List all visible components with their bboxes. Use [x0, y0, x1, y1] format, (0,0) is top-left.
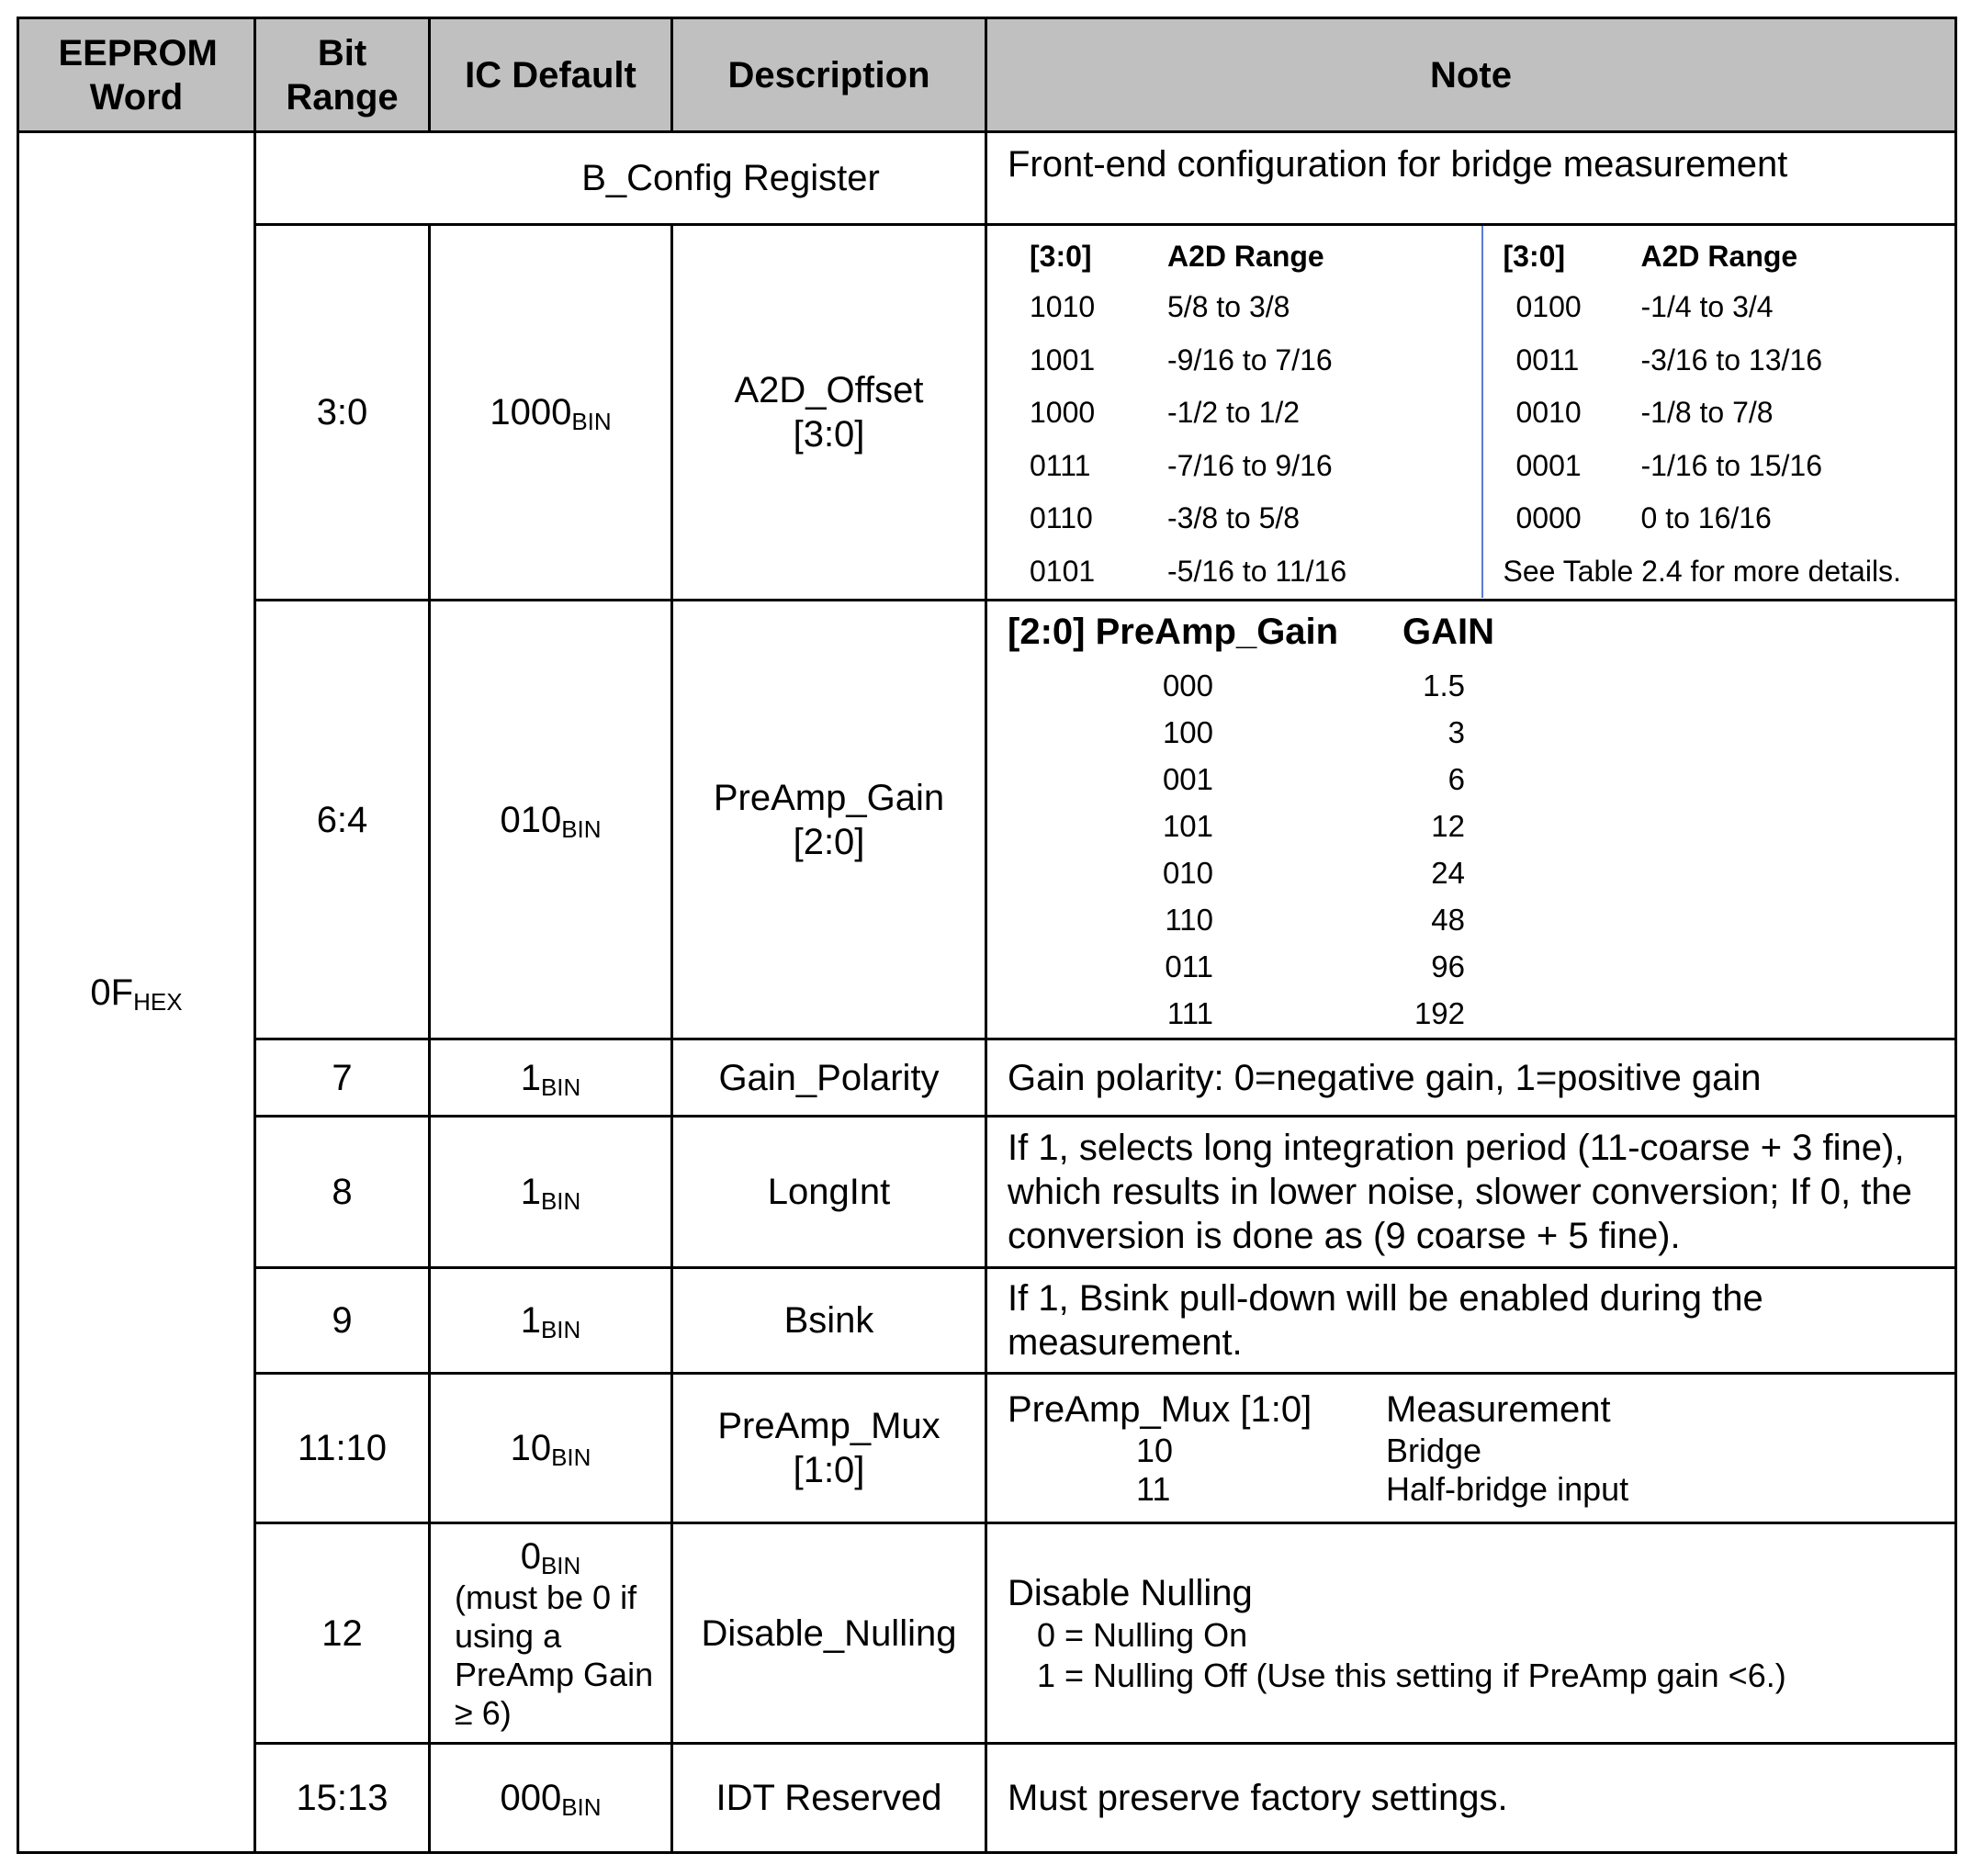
ic-default-cell: $0_{BIN}$ (must be 0 if using a PreAmp Gain ≥ 6) [430, 1523, 672, 1744]
note-cell: If 1, selects long integration period (11-coarse + 3 fine), which results in lower noise, slower conversion; If 0, the conversion is done as (9 coarse + 5 fine). [986, 1117, 1956, 1268]
ic-default-cell: $10_{BIN}$ [430, 1374, 672, 1523]
description-cell: Disable_Nulling [672, 1523, 986, 1744]
eeprom-register-table-wrapper [17, 17, 1954, 1851]
ic-default-cell: $1000_{BIN}$ [430, 225, 672, 601]
bit-range-cell: 7 [255, 1039, 430, 1117]
list-item: 100 3 [1162, 714, 1465, 749]
nulling-title: Disable Nulling [1008, 1572, 1253, 1613]
list-item: 0010 -1/8 to 7/8 [1515, 396, 1774, 430]
preamp-gain-note [986, 601, 1956, 1039]
a2d-range-note [986, 225, 1956, 601]
ic-default-cell: $000_{BIN}$ [430, 1744, 672, 1853]
list-item: 0100 -1/4 to 3/4 [1515, 290, 1774, 324]
a2d-range-right: [3:0] A2D Range 0100 -1/4 to 3/4 0011 -3/16 to 13/16 0010 -1/8 to 7/8 0001 -1/16 to 15/16 0000 0 to 16/16 See Table 2.4 for more details. [1483, 226, 1955, 598]
note-cell: If 1, Bsink pull-down will be enabled during the measurement. [986, 1268, 1956, 1374]
description-cell: PreAmp_Mux [1:0] [672, 1374, 986, 1523]
list-item: 0011 -3/16 to 13/16 [1515, 343, 1822, 376]
description-cell: PreAmp_Gain [2:0] [672, 601, 986, 1039]
list-item: 1001 -9/16 to 7/16 [1030, 343, 1333, 376]
table-row [18, 225, 1956, 601]
ic-default-cell: $1_{BIN}$ [430, 1117, 672, 1268]
ic-default-cell: $1_{BIN}$ [430, 1039, 672, 1117]
header-bit-range: Bit Range [255, 18, 430, 132]
ic-default-footnote: (must be 0 if using a PreAmp Gain ≥ 6) [455, 1578, 654, 1732]
list-item: 0001 -1/16 to 15/16 [1515, 448, 1822, 482]
bit-range-cell: 15:13 [255, 1744, 430, 1853]
list-item: 001 6 [1162, 761, 1465, 796]
eeprom-word-sub: HEX [133, 987, 183, 1016]
eeprom-register-table [17, 17, 1957, 1854]
header-eeprom-word: EEPROM Word [18, 18, 255, 132]
list-item: 110 48 [1165, 902, 1465, 937]
header-note: Note [986, 18, 1956, 132]
header-ic-default: IC Default [430, 18, 672, 132]
bit-range-cell: 9 [255, 1268, 430, 1374]
description-cell: A2D_Offset [3:0] [672, 225, 986, 601]
list-item: 111 192 [1166, 995, 1465, 1030]
note-cell: Gain polarity: 0=negative gain, 1=positive gain [986, 1039, 1956, 1117]
list-item: 0000 0 to 16/16 [1515, 501, 1772, 535]
bit-range-cell: 6:4 [255, 601, 430, 1039]
table-row [18, 1117, 1956, 1268]
eeprom-word-value: 0F [90, 972, 134, 1013]
list-item: 1010 5/8 to 3/8 [1030, 290, 1290, 324]
table-row [18, 601, 1956, 1039]
a2d-footnote: See Table 2.4 for more details. [1503, 554, 1901, 588]
list-item: 0101 -5/16 to 11/16 [1030, 554, 1347, 588]
list-item: 0111 -7/16 to 9/16 [1030, 448, 1333, 482]
list-item: 11 Half-bridge input [1136, 1470, 1629, 1508]
table-row [18, 1374, 1956, 1523]
list-item: 0110 -3/8 to 5/8 [1030, 501, 1301, 535]
header-description: Description [672, 18, 986, 132]
bit-range-cell: 12 [255, 1523, 430, 1744]
nulling-off: 1 = Nulling Off (Use this setting if PreAmp gain <6.) [1037, 1656, 1786, 1694]
list-item: 10 Bridge [1136, 1432, 1482, 1469]
table-row [18, 1268, 1956, 1374]
eeprom-word-cell [18, 132, 255, 1853]
table-row [18, 1523, 1956, 1744]
note-cell: Must preserve factory settings. [986, 1744, 1956, 1853]
list-item: 000 1.5 [1162, 668, 1465, 702]
list-item: 1000 -1/2 to 1/2 [1030, 396, 1301, 430]
description-cell: Gain_Polarity [672, 1039, 986, 1117]
a2d-range-table [987, 226, 1954, 598]
ic-default-cell: $1_{BIN}$ [430, 1268, 672, 1374]
b-config-title: B_Config Register [255, 132, 986, 225]
bit-range-cell: 8 [255, 1117, 430, 1268]
nulling-note [986, 1523, 1956, 1744]
nulling-on: 0 = Nulling On [1037, 1615, 1248, 1654]
b-config-row [18, 132, 1956, 225]
list-item: 011 96 [1165, 949, 1465, 983]
preamp-mux-note [986, 1374, 1956, 1523]
b-config-note: Front-end configuration for bridge measurement [986, 132, 1956, 225]
description-cell: LongInt [672, 1117, 986, 1268]
preamp-gain-table: [2:0] PreAmp_Gain GAIN 000 1.5 100 3 001 6 101 12 010 24 110 48 011 96 111 192 [987, 601, 1954, 1037]
list-item: 010 24 [1162, 855, 1465, 890]
description-cell: Bsink [672, 1268, 986, 1374]
ic-default-cell: $010_{BIN}$ [430, 601, 672, 1039]
bit-range-cell: 3:0 [255, 225, 430, 601]
a2d-range-left: [3:0] A2D Range 1010 5/8 to 3/8 1001 -9/16 to 7/16 1000 -1/2 to 1/2 0111 -7/16 to 9/16 0110 -3/8 to 5/8 0101 -5/16 to 11/16 [987, 226, 1483, 598]
list-item: 101 12 [1162, 808, 1465, 843]
table-row [18, 1744, 1956, 1853]
header-row [18, 18, 1956, 132]
preamp-mux-table: PreAmp_Mux [1:0] Measurement 10 Bridge 11 Half-bridge input [987, 1387, 1954, 1509]
description-cell: IDT Reserved [672, 1744, 986, 1853]
bit-range-cell: 11:10 [255, 1374, 430, 1523]
table-row [18, 1039, 1956, 1117]
